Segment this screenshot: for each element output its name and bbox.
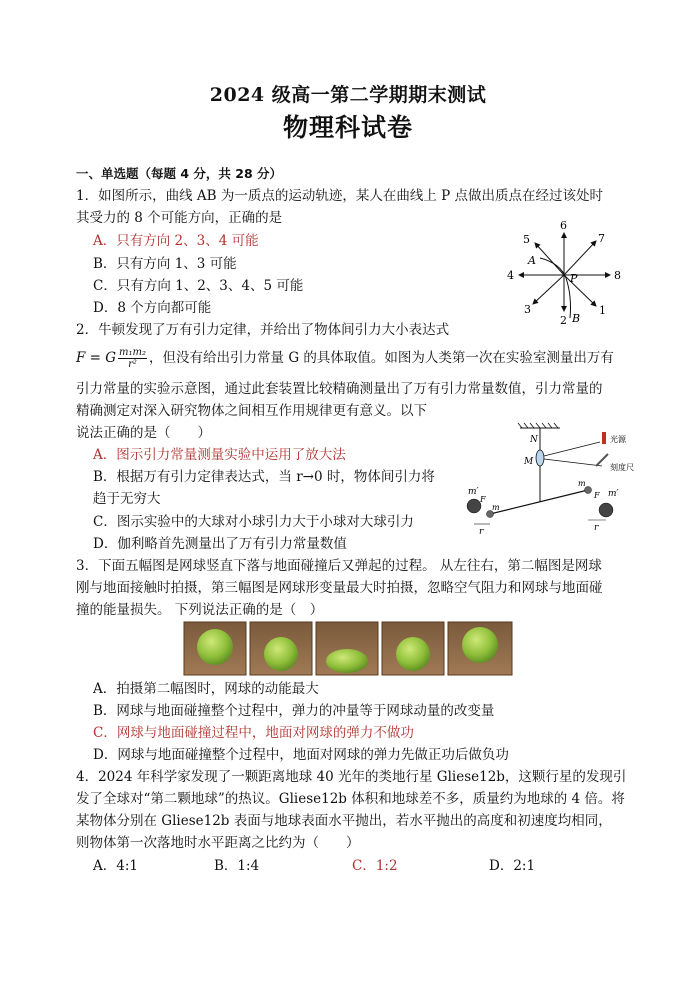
q3-stem-line3: 撞的能量损失。 下列说法正确的是（ ） bbox=[76, 602, 324, 618]
q2-scale bbox=[596, 454, 608, 466]
q2-formula-line bbox=[76, 347, 614, 370]
q2-mirror bbox=[536, 450, 544, 466]
q4-option-d: D．2:1 bbox=[489, 858, 536, 874]
q3-stem-line1: 3．下面五幅图是网球竖直下落与地面碰撞后又弹起的过程。 从左往右，第二幅图是网球 bbox=[76, 558, 602, 574]
q2-label-small-right: m bbox=[578, 479, 586, 488]
q3-option-b: B．网球与地面碰撞整个过程中，弹力的冲量等于网球动量的改变量 bbox=[93, 703, 495, 719]
q2-big-ball-right bbox=[599, 503, 613, 517]
q2-stem-line5: 说法正确的是（ ） bbox=[76, 425, 211, 441]
q3-photo-strip bbox=[183, 621, 513, 676]
q3-tennis-ball-photos bbox=[183, 621, 513, 676]
q2-label-light: 光源 bbox=[610, 435, 626, 444]
q4-stem-line2: 发了全球对“第二颗地球”的热议。Gliese12b 体积和地球差不多，质量约为地球的 4 倍。将 bbox=[76, 791, 625, 807]
q1-label-4: 4 bbox=[507, 269, 514, 282]
q1-label-b: B bbox=[572, 312, 581, 325]
q1-label-7: 7 bbox=[598, 232, 605, 245]
q4-stem-line4: 则物体第一次落地时水平距离之比约为（ ） bbox=[76, 835, 360, 851]
q4-stem-line1: 4．2024 年科学家发现了一颗距离地球 40 光年的类地行星 Gliese12b，这颗行星的发现引 bbox=[76, 769, 627, 785]
q3-stem-line2: 刚与地面接触时拍摄，第三幅图是网球形变量最大时拍摄，忽略空气阻力和网球与地面碰 bbox=[76, 580, 603, 596]
q4-option-b: B．1:4 bbox=[214, 858, 260, 874]
q1-stem-line1: 1．如图所示，曲线 AB 为一质点的运动轨迹，某人在曲线上 P 点做出质点在经过该处时 bbox=[76, 188, 604, 204]
q2-label-r-left: r bbox=[479, 527, 484, 537]
q2-option-b-cont: 趋于无穷大 bbox=[93, 491, 161, 507]
q4-stem-line3: 某物体分别在 Gliese12b 表面与地球表面水平抛出，若水平抛出的高度和初速度均相同， bbox=[76, 813, 612, 829]
q2-label-r-right: r bbox=[594, 523, 599, 533]
q1-label-3: 3 bbox=[524, 303, 531, 316]
q2-label-f-left: F bbox=[480, 495, 486, 504]
q1-option-d: D．8 个方向都可能 bbox=[93, 300, 212, 316]
q2-label-big-left: m′ bbox=[468, 487, 479, 497]
q1-force-direction-figure bbox=[502, 218, 632, 326]
q3-photo-5 bbox=[448, 622, 512, 675]
q2-option-b: B．根据万有引力定律表达式，当 r→0 时，物体间引力将 bbox=[93, 469, 435, 485]
exam-title: 2024 级高一第二学期期末测试 bbox=[209, 84, 487, 106]
q2-stem-line3: 引力常量的实验示意图，通过此套装置比较精确测量出了万有引力常量数值，引力常量的 bbox=[76, 381, 603, 397]
q2-label-n: N bbox=[530, 435, 538, 445]
q2-formula-fraction bbox=[118, 347, 147, 370]
q2-formula-denominator: r² bbox=[128, 359, 137, 370]
q2-option-a: A．图示引力常量测量实验中运用了放大法 bbox=[93, 447, 346, 463]
q1-label-5: 5 bbox=[523, 233, 530, 246]
exam-subject-title: 物理科试卷 bbox=[282, 113, 413, 142]
q2-formula-numerator: m₁m₂ bbox=[119, 347, 147, 358]
q1-label-p: P bbox=[570, 272, 578, 285]
q1-option-b: B．只有方向 1、3 可能 bbox=[93, 256, 237, 272]
q1-label-6: 6 bbox=[560, 219, 567, 232]
q2-option-c: C．图示实验中的大球对小球引力大于小球对大球引力 bbox=[93, 514, 414, 530]
q1-label-a: A bbox=[528, 254, 536, 267]
q1-label-2: 2 bbox=[560, 314, 567, 326]
q1-option-c: C．只有方向 1、2、3、4、5 可能 bbox=[93, 278, 304, 294]
q2-formula-rest: ，但没有给出引力常量 G 的具体取值。如图为人类第一次在实验室测量出万有 bbox=[149, 350, 614, 366]
q2-light-source bbox=[602, 432, 606, 444]
q4-option-c: C．1:2 bbox=[352, 858, 398, 874]
q2-stem-line1: 2．牛顿发现了万有引力定律，并给出了物体间引力大小表达式 bbox=[76, 322, 450, 338]
q2-label-big-right: m′ bbox=[608, 489, 619, 499]
q3-option-d: D．网球与地面碰撞整个过程中，地面对网球的弹力先做正功后做负功 bbox=[93, 747, 509, 763]
q2-formula-left: F = G bbox=[76, 350, 117, 366]
q2-label-m: M bbox=[524, 457, 534, 467]
q1-label-8: 8 bbox=[614, 269, 621, 282]
q2-label-scale: 刻度尺 bbox=[610, 463, 634, 472]
q2-label-f-right: F bbox=[594, 491, 600, 500]
q3-option-a: A．拍摄第二幅图时，网球的动能最大 bbox=[93, 681, 319, 697]
q3-photo-1 bbox=[184, 622, 246, 675]
q3-photo-3 bbox=[316, 622, 378, 675]
q3-photo-2 bbox=[250, 622, 312, 675]
q2-option-d: D．伽利略首先测量出了万有引力常量数值 bbox=[93, 536, 347, 552]
q3-option-c: C．网球与地面碰撞过程中，地面对网球的弹力不做功 bbox=[93, 725, 414, 741]
section-heading: 一、单选题（每题 4 分，共 28 分） bbox=[76, 166, 283, 181]
q4-option-a: A．4:1 bbox=[93, 858, 138, 874]
q2-stem-line4: 精确测定对深入研究物体之间相互作用规律更有意义。以下 bbox=[76, 403, 427, 419]
q2-torsion-balance-figure bbox=[460, 420, 640, 540]
q2-label-small-left: m bbox=[492, 503, 500, 512]
q2-big-ball-left bbox=[467, 499, 481, 513]
q1-label-1: 1 bbox=[599, 304, 606, 317]
q1-stem-line2: 其受力的 8 个可能方向，正确的是 bbox=[76, 210, 283, 226]
q3-photo-4 bbox=[382, 622, 444, 675]
q1-option-a: A．只有方向 2、3、4 可能 bbox=[93, 233, 259, 249]
